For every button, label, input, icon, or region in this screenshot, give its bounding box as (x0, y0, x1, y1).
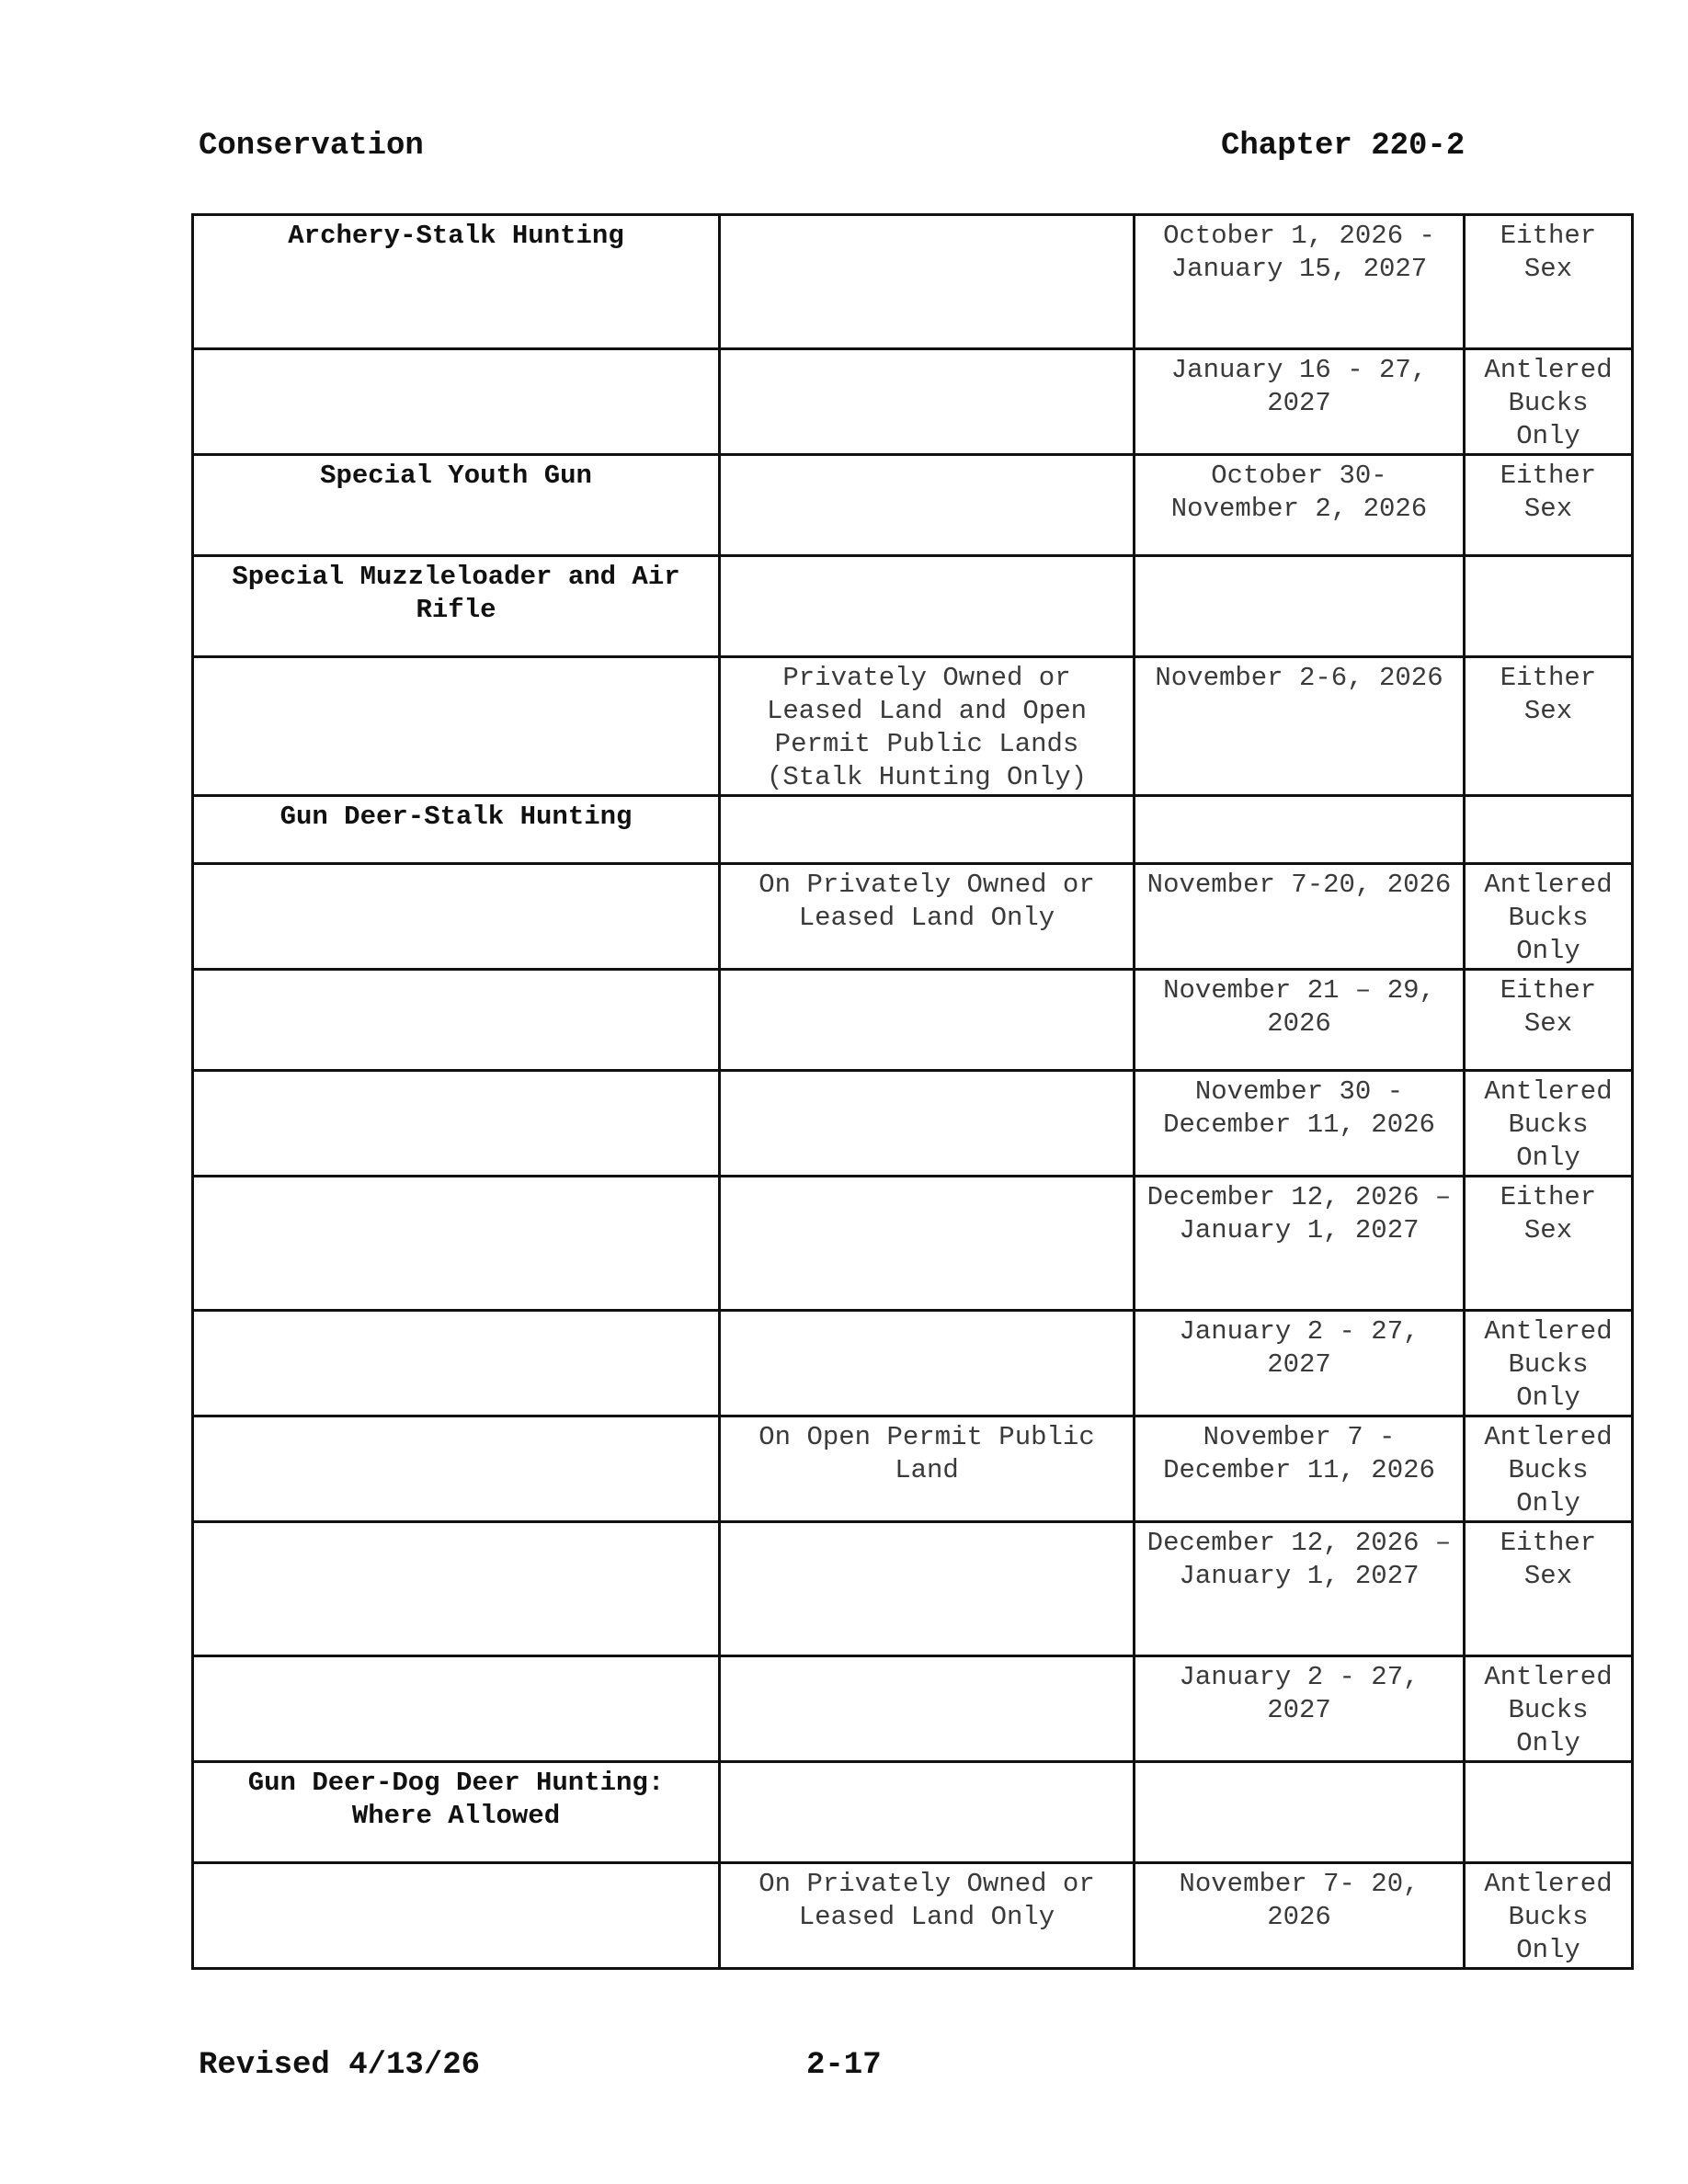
table-row (193, 1416, 1633, 1522)
land-cell (720, 796, 1135, 864)
table-row (193, 215, 1633, 349)
bag-limit-cell: Either Sex (1465, 1177, 1633, 1311)
revised-date: Revised 4/13/26 (199, 2048, 481, 2083)
land-cell (720, 1071, 1135, 1177)
activity-cell (193, 1656, 720, 1762)
activity-cell (193, 970, 720, 1071)
header-title: Conservation (199, 129, 424, 164)
bag-limit-cell: Either Sex (1465, 1522, 1633, 1656)
table-row (193, 864, 1633, 970)
dates-cell: January 2 - 27, 2027 (1135, 1311, 1465, 1416)
land-cell (720, 455, 1135, 556)
bag-limit-cell: Antlered Bucks Only (1465, 864, 1633, 970)
dates-cell: October 1, 2026 - January 15, 2027 (1135, 215, 1465, 349)
activity-cell (193, 1177, 720, 1311)
land-cell: On Open Permit Public Land (720, 1416, 1135, 1522)
dates-cell: November 2-6, 2026 (1135, 657, 1465, 796)
table-row (193, 1522, 1633, 1656)
bag-limit-cell (1465, 1762, 1633, 1863)
land-cell (720, 970, 1135, 1071)
activity-cell (193, 1071, 720, 1177)
table-row (193, 970, 1633, 1071)
land-cell (720, 349, 1135, 455)
activity-cell (193, 1311, 720, 1416)
dates-cell (1135, 796, 1465, 864)
table-row (193, 1311, 1633, 1416)
land-cell (720, 1522, 1135, 1656)
table-row (193, 796, 1633, 864)
table-row (193, 1656, 1633, 1762)
activity-cell (193, 864, 720, 970)
activity-cell (193, 349, 720, 455)
page-header (199, 129, 1486, 175)
dates-cell: January 2 - 27, 2027 (1135, 1656, 1465, 1762)
dates-cell: December 12, 2026 – January 1, 2027 (1135, 1177, 1465, 1311)
table-row (193, 1762, 1633, 1863)
bag-limit-cell: Either Sex (1465, 215, 1633, 349)
bag-limit-cell: Either Sex (1465, 455, 1633, 556)
land-cell (720, 1656, 1135, 1762)
bag-limit-cell: Antlered Bucks Only (1465, 1863, 1633, 1969)
bag-limit-cell (1465, 556, 1633, 657)
land-cell (720, 1311, 1135, 1416)
activity-cell: Special Muzzleloader and Air Rifle (193, 556, 720, 657)
bag-limit-cell: Antlered Bucks Only (1465, 1071, 1633, 1177)
table-row (193, 1177, 1633, 1311)
land-cell: Privately Owned or Leased Land and Open Permit Public Lands (Stalk Hunting Only) (720, 657, 1135, 796)
bag-limit-cell: Antlered Bucks Only (1465, 349, 1633, 455)
dates-cell: November 7- 20, 2026 (1135, 1863, 1465, 1969)
land-cell: On Privately Owned or Leased Land Only (720, 864, 1135, 970)
bag-limit-cell: Antlered Bucks Only (1465, 1656, 1633, 1762)
bag-limit-cell: Either Sex (1465, 970, 1633, 1071)
dates-cell: November 7-20, 2026 (1135, 864, 1465, 970)
activity-cell (193, 1863, 720, 1969)
bag-limit-cell: Antlered Bucks Only (1465, 1311, 1633, 1416)
land-cell (720, 556, 1135, 657)
activity-cell (193, 657, 720, 796)
bag-limit-cell (1465, 796, 1633, 864)
activity-cell: Gun Deer-Dog Deer Hunting: Where Allowed (193, 1762, 720, 1863)
dates-cell: November 21 – 29, 2026 (1135, 970, 1465, 1071)
dates-cell: October 30- November 2, 2026 (1135, 455, 1465, 556)
bag-limit-cell: Either Sex (1465, 657, 1633, 796)
dates-cell: November 30 - December 11, 2026 (1135, 1071, 1465, 1177)
land-cell: On Privately Owned or Leased Land Only (720, 1863, 1135, 1969)
header-chapter: Chapter 220-2 (1221, 129, 1466, 164)
table-row (193, 349, 1633, 455)
dates-cell: November 7 - December 11, 2026 (1135, 1416, 1465, 1522)
page-number: 2-17 (806, 2048, 882, 2083)
activity-cell: Gun Deer-Stalk Hunting (193, 796, 720, 864)
land-cell (720, 215, 1135, 349)
dates-cell (1135, 1762, 1465, 1863)
bag-limit-cell: Antlered Bucks Only (1465, 1416, 1633, 1522)
dates-cell: December 12, 2026 – January 1, 2027 (1135, 1522, 1465, 1656)
season-table (191, 213, 1634, 1970)
land-cell (720, 1177, 1135, 1311)
dates-cell: January 16 - 27, 2027 (1135, 349, 1465, 455)
activity-cell (193, 1522, 720, 1656)
activity-cell: Special Youth Gun (193, 455, 720, 556)
table-row (193, 657, 1633, 796)
table-row (193, 455, 1633, 556)
table-row (193, 556, 1633, 657)
table-row (193, 1071, 1633, 1177)
table-row (193, 1863, 1633, 1969)
land-cell (720, 1762, 1135, 1863)
activity-cell: Archery-Stalk Hunting (193, 215, 720, 349)
activity-cell (193, 1416, 720, 1522)
dates-cell (1135, 556, 1465, 657)
